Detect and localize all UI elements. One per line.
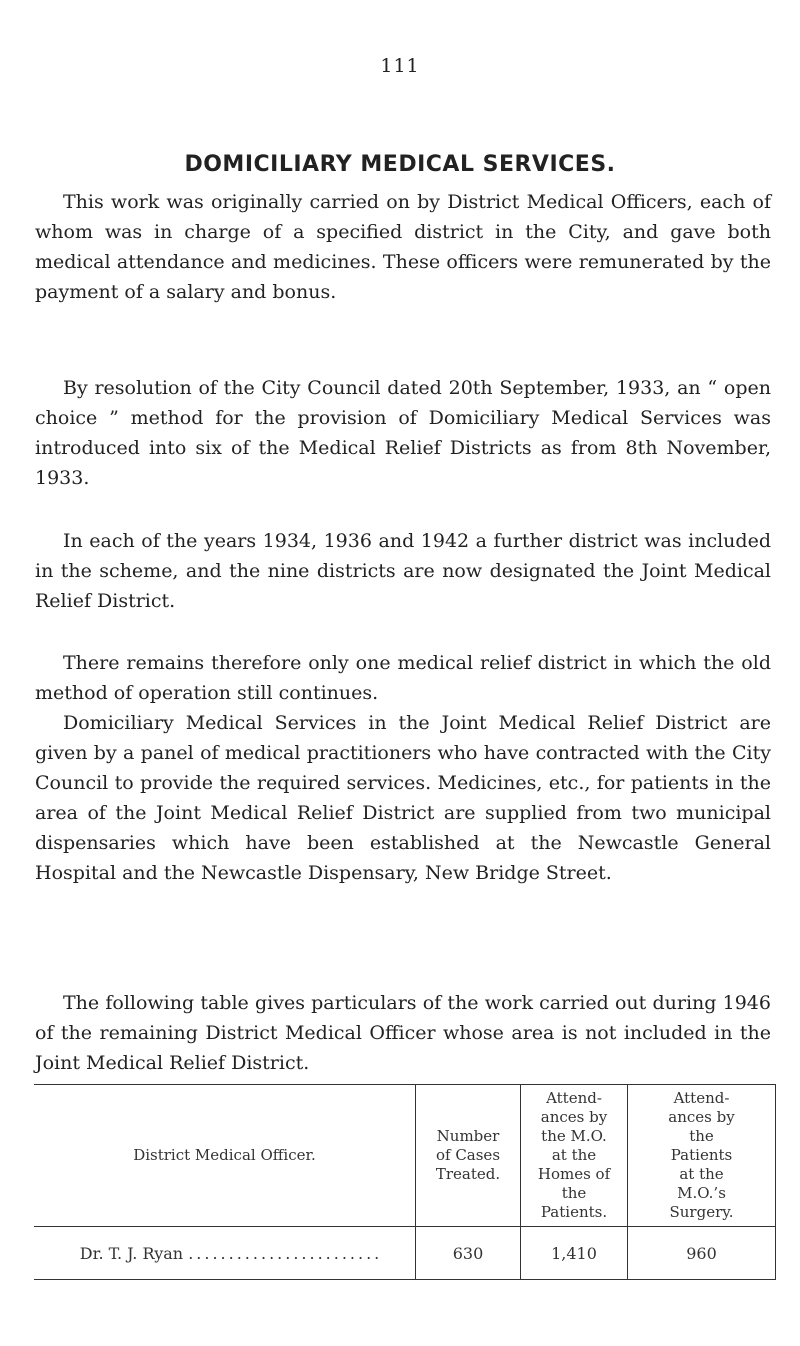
dot-leader: ........................ bbox=[188, 1243, 383, 1263]
paragraph-scheme-extension: In each of the years 1934, 1936 and 1942 a further district was included in the scheme, and the nine districts are now designated the Joint Medical Relief District. bbox=[35, 530, 771, 612]
officer-name: Dr. T. J. Ryan bbox=[79, 1243, 184, 1263]
paragraph-remaining-district: There remains therefore only one medical relief district in which the old method of operation still continues. bbox=[35, 652, 771, 704]
paragraph-council-resolution: By resolution of the City Council dated 20th September, 1933, an “ open choice ” method for the provision of Domiciliary Medical Services was introduced into six of the Medical Relief Districts as from 8th November, 1933. bbox=[35, 377, 771, 489]
page-number: 111 bbox=[380, 55, 420, 77]
paragraph-table-intro: The following table gives particulars of the work carried out during 1946 of the remaining District Medical Officer whose area is not included in the Joint Medical Relief District. bbox=[35, 992, 771, 1074]
header-district-medical-officer: District Medical Officer. bbox=[34, 1085, 416, 1227]
paragraph-joint-district-services: Domiciliary Medical Services in the Joint Medical Relief District are given by a panel of medical practitioners who have contracted with the City Council to provide the required services. Medicines, etc., for patients in the area of the Joint Medical Relief District are supplied from two municipal dispensaries which have been established at the Newcastle General Hospital and the Newcastle Dispensary, New Bridge Street. bbox=[35, 712, 771, 884]
district-officer-work-table bbox=[34, 1084, 776, 1280]
cell-cases-treated: 630 bbox=[416, 1227, 521, 1280]
header-attendances-at-homes bbox=[521, 1085, 628, 1227]
header-cases-text: Number of Cases Treated. bbox=[435, 1127, 501, 1183]
page-title: DOMICILIARY MEDICAL SERVICES. bbox=[184, 152, 616, 177]
header-surgery-text: Attend- ances by the Patients at the M.O.’s Surgery. bbox=[668, 1089, 735, 1221]
header-homes-text: Attend- ances by the M.O. at the Homes of the Patients. bbox=[537, 1089, 611, 1221]
cell-attendances-homes: 1,410 bbox=[521, 1227, 628, 1280]
paragraph-original-arrangement: This work was originally carried on by District Medical Officers, each of whom was in charge of a specified district in the City, and gave both medical attendance and medicines. These officers were remunerated by the payment of a salary and bonus. bbox=[35, 191, 771, 303]
table-header-row bbox=[34, 1085, 776, 1227]
cell-officer-name bbox=[34, 1227, 416, 1280]
header-attendances-at-surgery bbox=[628, 1085, 776, 1227]
header-number-of-cases bbox=[416, 1085, 521, 1227]
table-row bbox=[34, 1227, 776, 1280]
cell-attendances-surgery: 960 bbox=[628, 1227, 776, 1280]
